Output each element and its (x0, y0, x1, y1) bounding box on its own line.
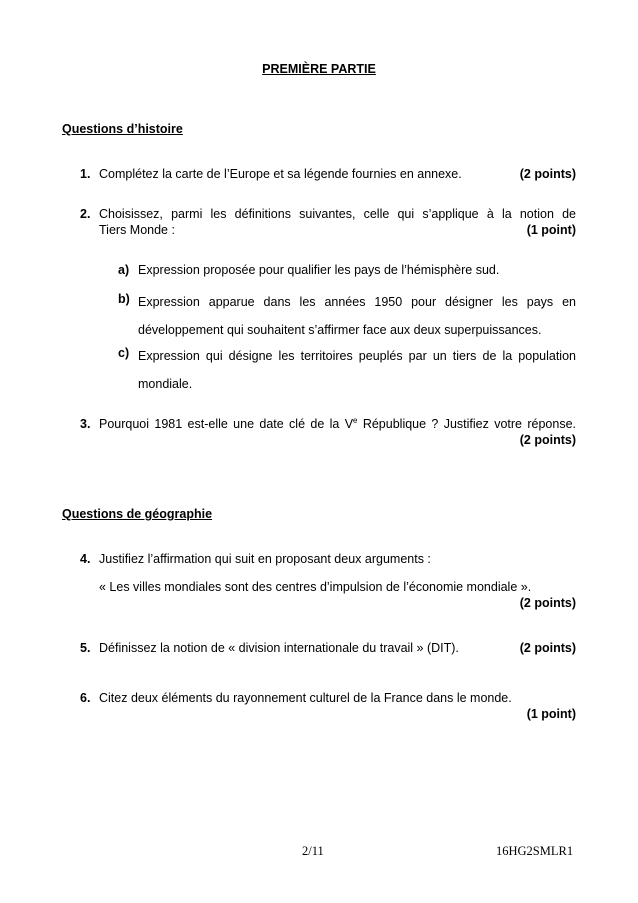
option-letter: b) (118, 292, 130, 306)
option-c (118, 342, 576, 398)
history-heading: Questions d’histoire (62, 122, 183, 136)
option-a (118, 259, 576, 281)
question-text-part: République ? Justifiez votre réponse. (357, 417, 576, 431)
superscript: e (353, 415, 358, 425)
question-number: 2. (80, 207, 91, 221)
quote-block (99, 579, 576, 611)
question-text-line2: Tiers Monde : (99, 223, 175, 237)
question-text (99, 416, 576, 432)
question-text: Définissez la notion de « division internationale du travail » (DIT). (99, 641, 459, 655)
quote-text: « Les villes mondiales sont des centres d’impulsion de l’économie mondiale ». (99, 580, 532, 594)
question-3 (80, 416, 576, 448)
question-text: Justifiez l’affirmation qui suit en proposant deux arguments : (99, 552, 431, 566)
question-5 (80, 640, 576, 656)
question-points: (2 points) (519, 167, 576, 181)
question-1 (80, 166, 576, 182)
question-points: (2 points) (519, 596, 576, 610)
page-title: PREMIÈRE PARTIE (262, 62, 376, 76)
question-number: 1. (80, 167, 91, 181)
document-code: 16HG2SMLR1 (496, 844, 574, 858)
question-number: 4. (80, 552, 91, 566)
option-b (118, 288, 576, 344)
question-points: (2 points) (519, 641, 576, 655)
question-points: (1 point) (526, 223, 576, 237)
question-points: (1 point) (526, 707, 576, 721)
question-points: (2 points) (519, 433, 576, 447)
question-number: 5. (80, 641, 91, 655)
question-text-part: Pourquoi 1981 est-elle une date clé de la V (99, 417, 354, 431)
question-4 (80, 551, 576, 567)
question-2 (80, 206, 576, 238)
option-letter: c) (118, 346, 130, 360)
question-number: 6. (80, 691, 91, 705)
question-number: 3. (80, 417, 91, 431)
question-text: Complétez la carte de l’Europe et sa légende fournies en annexe. (99, 167, 462, 181)
page-number: 2/11 (302, 844, 324, 858)
option-text: Expression apparue dans les années 1950 pour désigner les pays en développement qui souhaitent s’affirmer face aux deux superpuissances. (138, 295, 576, 337)
geography-heading: Questions de géographie (62, 507, 213, 521)
question-6 (80, 690, 576, 722)
option-text: Expression proposée pour qualifier les pays de l’hémisphère sud. (138, 263, 500, 277)
question-text-line1: Choisissez, parmi les définitions suivantes, celle qui s’applique à la notion de (99, 207, 576, 221)
option-text: Expression qui désigne les territoires peuplés par un tiers de la population mondiale. (138, 349, 576, 391)
option-letter: a) (118, 263, 130, 277)
question-text: Citez deux éléments du rayonnement culturel de la France dans le monde. (99, 691, 512, 705)
